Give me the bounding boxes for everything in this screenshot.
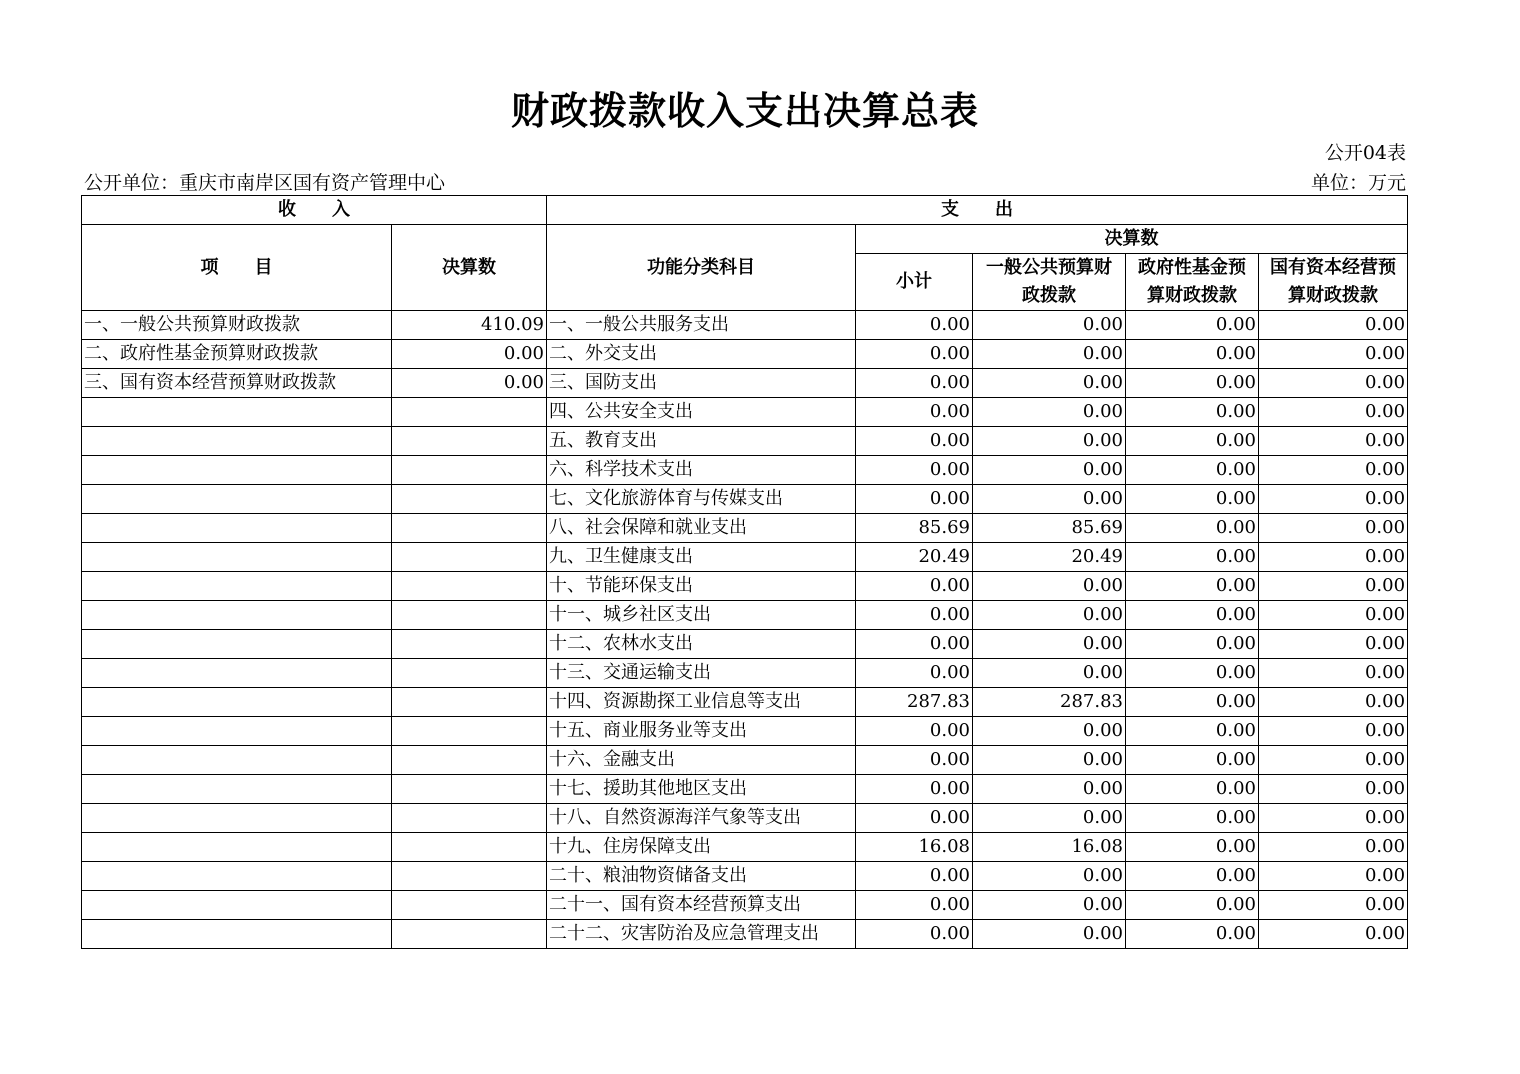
income-amount-cell bbox=[392, 775, 547, 804]
expense-fund-cell: 0.00 bbox=[1126, 427, 1259, 456]
header-row-1 bbox=[82, 196, 1408, 225]
expense-state-cell: 0.00 bbox=[1259, 485, 1408, 514]
expense-name-cell: 七、文化旅游体育与传媒支出 bbox=[547, 485, 856, 514]
expense-name-cell: 十九、住房保障支出 bbox=[547, 833, 856, 862]
expense-general-cell: 0.00 bbox=[973, 862, 1126, 891]
expense-state-cell: 0.00 bbox=[1259, 717, 1408, 746]
header-state-line1: 国有资本经营预 bbox=[1270, 257, 1397, 278]
income-amount-cell bbox=[392, 862, 547, 891]
expense-state-cell: 0.00 bbox=[1259, 833, 1408, 862]
expense-state-cell: 0.00 bbox=[1259, 630, 1408, 659]
header-item: 项 目 bbox=[82, 225, 392, 311]
expense-fund-cell: 0.00 bbox=[1126, 340, 1259, 369]
expense-fund-cell: 0.00 bbox=[1126, 833, 1259, 862]
table-row bbox=[82, 804, 1408, 833]
income-item-cell bbox=[82, 427, 392, 456]
income-amount-cell: 0.00 bbox=[392, 340, 547, 369]
header-general-budget bbox=[973, 254, 1126, 311]
expense-subtotal-cell: 0.00 bbox=[856, 746, 973, 775]
income-item-cell: 二、政府性基金预算财政拨款 bbox=[82, 340, 392, 369]
expense-general-cell: 0.00 bbox=[973, 311, 1126, 340]
header-expense: 支 出 bbox=[547, 196, 1408, 225]
income-amount-cell bbox=[392, 572, 547, 601]
expense-state-cell: 0.00 bbox=[1259, 891, 1408, 920]
expense-name-cell: 二十、粮油物资储备支出 bbox=[547, 862, 856, 891]
income-amount-cell bbox=[392, 833, 547, 862]
header-state-capital bbox=[1259, 254, 1408, 311]
expense-state-cell: 0.00 bbox=[1259, 340, 1408, 369]
table-row bbox=[82, 311, 1408, 340]
income-amount-cell bbox=[392, 804, 547, 833]
expense-subtotal-cell: 0.00 bbox=[856, 630, 973, 659]
expense-name-cell: 十七、援助其他地区支出 bbox=[547, 775, 856, 804]
expense-subtotal-cell: 287.83 bbox=[856, 688, 973, 717]
expense-subtotal-cell: 0.00 bbox=[856, 804, 973, 833]
table-row bbox=[82, 688, 1408, 717]
expense-name-cell: 十、节能环保支出 bbox=[547, 572, 856, 601]
table-row bbox=[82, 572, 1408, 601]
expense-fund-cell: 0.00 bbox=[1126, 775, 1259, 804]
page-title: 财政拨款收入支出决算总表 bbox=[510, 89, 979, 133]
income-item-cell bbox=[82, 543, 392, 572]
currency-unit: 单位：万元 bbox=[1310, 172, 1406, 194]
expense-general-cell: 16.08 bbox=[973, 833, 1126, 862]
table-row bbox=[82, 630, 1408, 659]
expense-state-cell: 0.00 bbox=[1259, 398, 1408, 427]
income-item-cell bbox=[82, 775, 392, 804]
expense-fund-cell: 0.00 bbox=[1126, 543, 1259, 572]
expense-state-cell: 0.00 bbox=[1259, 543, 1408, 572]
expense-general-cell: 0.00 bbox=[973, 572, 1126, 601]
expense-fund-cell: 0.00 bbox=[1126, 369, 1259, 398]
expense-name-cell: 十五、商业服务业等支出 bbox=[547, 717, 856, 746]
expense-subtotal-cell: 0.00 bbox=[856, 920, 973, 949]
expense-general-cell: 0.00 bbox=[973, 369, 1126, 398]
expense-subtotal-cell: 0.00 bbox=[856, 456, 973, 485]
income-item-cell bbox=[82, 833, 392, 862]
table-row bbox=[82, 456, 1408, 485]
expense-fund-cell: 0.00 bbox=[1126, 456, 1259, 485]
expense-subtotal-cell: 0.00 bbox=[856, 427, 973, 456]
expense-subtotal-cell: 0.00 bbox=[856, 601, 973, 630]
income-amount-cell bbox=[392, 891, 547, 920]
expense-state-cell: 0.00 bbox=[1259, 862, 1408, 891]
income-amount-cell bbox=[392, 427, 547, 456]
expense-general-cell: 0.00 bbox=[973, 891, 1126, 920]
income-item-cell bbox=[82, 891, 392, 920]
table-row bbox=[82, 775, 1408, 804]
expense-subtotal-cell: 0.00 bbox=[856, 891, 973, 920]
expense-subtotal-cell: 0.00 bbox=[856, 775, 973, 804]
income-item-cell bbox=[82, 630, 392, 659]
reporting-organization: 公开单位：重庆市南岸区国有资产管理中心 bbox=[84, 172, 446, 194]
expense-general-cell: 20.49 bbox=[973, 543, 1126, 572]
expense-state-cell: 0.00 bbox=[1259, 659, 1408, 688]
expense-state-cell: 0.00 bbox=[1259, 688, 1408, 717]
expense-fund-cell: 0.00 bbox=[1126, 601, 1259, 630]
expense-name-cell: 十四、资源勘探工业信息等支出 bbox=[547, 688, 856, 717]
income-item-cell: 一、一般公共预算财政拨款 bbox=[82, 311, 392, 340]
table-row bbox=[82, 833, 1408, 862]
table-row bbox=[82, 746, 1408, 775]
expense-fund-cell: 0.00 bbox=[1126, 746, 1259, 775]
form-number: 公开04表 bbox=[1324, 142, 1406, 164]
expense-state-cell: 0.00 bbox=[1259, 775, 1408, 804]
income-amount-cell: 0.00 bbox=[392, 369, 547, 398]
expense-name-cell: 九、卫生健康支出 bbox=[547, 543, 856, 572]
income-item-cell bbox=[82, 456, 392, 485]
expense-subtotal-cell: 0.00 bbox=[856, 311, 973, 340]
income-item-cell bbox=[82, 485, 392, 514]
income-amount-cell bbox=[392, 630, 547, 659]
income-amount-cell bbox=[392, 456, 547, 485]
income-item-cell bbox=[82, 862, 392, 891]
expense-fund-cell: 0.00 bbox=[1126, 659, 1259, 688]
expense-state-cell: 0.00 bbox=[1259, 311, 1408, 340]
expense-state-cell: 0.00 bbox=[1259, 572, 1408, 601]
income-item-cell bbox=[82, 601, 392, 630]
expense-general-cell: 0.00 bbox=[973, 427, 1126, 456]
income-amount-cell bbox=[392, 659, 547, 688]
expense-general-cell: 0.00 bbox=[973, 746, 1126, 775]
table-row bbox=[82, 862, 1408, 891]
expense-general-cell: 0.00 bbox=[973, 630, 1126, 659]
table-row bbox=[82, 485, 1408, 514]
expense-general-cell: 0.00 bbox=[973, 717, 1126, 746]
income-amount-cell: 410.09 bbox=[392, 311, 547, 340]
expense-subtotal-cell: 0.00 bbox=[856, 659, 973, 688]
income-amount-cell bbox=[392, 543, 547, 572]
income-amount-cell bbox=[392, 717, 547, 746]
expense-fund-cell: 0.00 bbox=[1126, 514, 1259, 543]
expense-name-cell: 二十一、国有资本经营预算支出 bbox=[547, 891, 856, 920]
expense-name-cell: 一、一般公共服务支出 bbox=[547, 311, 856, 340]
header-income-amount: 决算数 bbox=[392, 225, 547, 311]
table-row bbox=[82, 920, 1408, 949]
unit-row bbox=[84, 168, 1406, 194]
income-amount-cell bbox=[392, 920, 547, 949]
expense-state-cell: 0.00 bbox=[1259, 427, 1408, 456]
expense-general-cell: 85.69 bbox=[973, 514, 1126, 543]
expense-name-cell: 三、国防支出 bbox=[547, 369, 856, 398]
expense-name-cell: 十二、农林水支出 bbox=[547, 630, 856, 659]
expense-subtotal-cell: 0.00 bbox=[856, 717, 973, 746]
income-amount-cell bbox=[392, 688, 547, 717]
expense-fund-cell: 0.00 bbox=[1126, 311, 1259, 340]
expense-general-cell: 0.00 bbox=[973, 601, 1126, 630]
header-fund-budget bbox=[1126, 254, 1259, 311]
table-row bbox=[82, 601, 1408, 630]
header-state-line2: 算财政拨款 bbox=[1288, 285, 1379, 306]
expense-name-cell: 十八、自然资源海洋气象等支出 bbox=[547, 804, 856, 833]
income-amount-cell bbox=[392, 746, 547, 775]
expense-state-cell: 0.00 bbox=[1259, 746, 1408, 775]
expense-subtotal-cell: 0.00 bbox=[856, 485, 973, 514]
table-row bbox=[82, 427, 1408, 456]
expense-fund-cell: 0.00 bbox=[1126, 717, 1259, 746]
income-amount-cell bbox=[392, 398, 547, 427]
expense-general-cell: 0.00 bbox=[973, 456, 1126, 485]
income-item-cell bbox=[82, 659, 392, 688]
expense-general-cell: 0.00 bbox=[973, 659, 1126, 688]
budget-table bbox=[81, 195, 1408, 949]
expense-name-cell: 十一、城乡社区支出 bbox=[547, 601, 856, 630]
expense-fund-cell: 0.00 bbox=[1126, 891, 1259, 920]
expense-fund-cell: 0.00 bbox=[1126, 920, 1259, 949]
table-row bbox=[82, 514, 1408, 543]
expense-fund-cell: 0.00 bbox=[1126, 688, 1259, 717]
header-subtotal: 小计 bbox=[856, 254, 973, 311]
expense-state-cell: 0.00 bbox=[1259, 920, 1408, 949]
table-row bbox=[82, 891, 1408, 920]
expense-state-cell: 0.00 bbox=[1259, 601, 1408, 630]
expense-general-cell: 0.00 bbox=[973, 340, 1126, 369]
expense-state-cell: 0.00 bbox=[1259, 804, 1408, 833]
income-item-cell bbox=[82, 804, 392, 833]
table-row bbox=[82, 659, 1408, 688]
expense-general-cell: 0.00 bbox=[973, 804, 1126, 833]
income-item-cell bbox=[82, 920, 392, 949]
header-general-line1: 一般公共预算财 bbox=[986, 257, 1112, 278]
table-row bbox=[82, 717, 1408, 746]
expense-fund-cell: 0.00 bbox=[1126, 630, 1259, 659]
expense-subtotal-cell: 0.00 bbox=[856, 398, 973, 427]
expense-subtotal-cell: 20.49 bbox=[856, 543, 973, 572]
expense-fund-cell: 0.00 bbox=[1126, 804, 1259, 833]
header-final-amount: 决算数 bbox=[856, 225, 1408, 254]
expense-name-cell: 十三、交通运输支出 bbox=[547, 659, 856, 688]
expense-name-cell: 五、教育支出 bbox=[547, 427, 856, 456]
expense-name-cell: 二十二、灾害防治及应急管理支出 bbox=[547, 920, 856, 949]
header-row-2 bbox=[82, 225, 1408, 254]
table-row bbox=[82, 398, 1408, 427]
income-item-cell bbox=[82, 398, 392, 427]
expense-general-cell: 0.00 bbox=[973, 398, 1126, 427]
income-amount-cell bbox=[392, 485, 547, 514]
table-row bbox=[82, 369, 1408, 398]
income-item-cell bbox=[82, 688, 392, 717]
expense-name-cell: 六、科学技术支出 bbox=[547, 456, 856, 485]
expense-subtotal-cell: 16.08 bbox=[856, 833, 973, 862]
header-function-class: 功能分类科目 bbox=[547, 225, 856, 311]
expense-general-cell: 0.00 bbox=[973, 775, 1126, 804]
expense-fund-cell: 0.00 bbox=[1126, 398, 1259, 427]
expense-general-cell: 0.00 bbox=[973, 920, 1126, 949]
expense-subtotal-cell: 0.00 bbox=[856, 369, 973, 398]
expense-subtotal-cell: 0.00 bbox=[856, 340, 973, 369]
header-fund-line1: 政府性基金预 bbox=[1138, 257, 1246, 278]
income-item-cell: 三、国有资本经营预算财政拨款 bbox=[82, 369, 392, 398]
expense-name-cell: 八、社会保障和就业支出 bbox=[547, 514, 856, 543]
income-item-cell bbox=[82, 717, 392, 746]
header-income: 收 入 bbox=[82, 196, 547, 225]
income-amount-cell bbox=[392, 601, 547, 630]
expense-state-cell: 0.00 bbox=[1259, 514, 1408, 543]
income-item-cell bbox=[82, 514, 392, 543]
expense-general-cell: 287.83 bbox=[973, 688, 1126, 717]
expense-fund-cell: 0.00 bbox=[1126, 862, 1259, 891]
header-general-line2: 政拨款 bbox=[1022, 285, 1076, 306]
expense-name-cell: 二、外交支出 bbox=[547, 340, 856, 369]
table-row bbox=[82, 340, 1408, 369]
expense-name-cell: 十六、金融支出 bbox=[547, 746, 856, 775]
income-item-cell bbox=[82, 572, 392, 601]
expense-subtotal-cell: 0.00 bbox=[856, 862, 973, 891]
expense-name-cell: 四、公共安全支出 bbox=[547, 398, 856, 427]
expense-state-cell: 0.00 bbox=[1259, 369, 1408, 398]
expense-general-cell: 0.00 bbox=[973, 485, 1126, 514]
header-fund-line2: 算财政拨款 bbox=[1147, 285, 1237, 306]
income-amount-cell bbox=[392, 514, 547, 543]
expense-state-cell: 0.00 bbox=[1259, 456, 1408, 485]
expense-subtotal-cell: 85.69 bbox=[856, 514, 973, 543]
expense-fund-cell: 0.00 bbox=[1126, 572, 1259, 601]
expense-fund-cell: 0.00 bbox=[1126, 485, 1259, 514]
income-item-cell bbox=[82, 746, 392, 775]
table-row bbox=[82, 543, 1408, 572]
expense-subtotal-cell: 0.00 bbox=[856, 572, 973, 601]
